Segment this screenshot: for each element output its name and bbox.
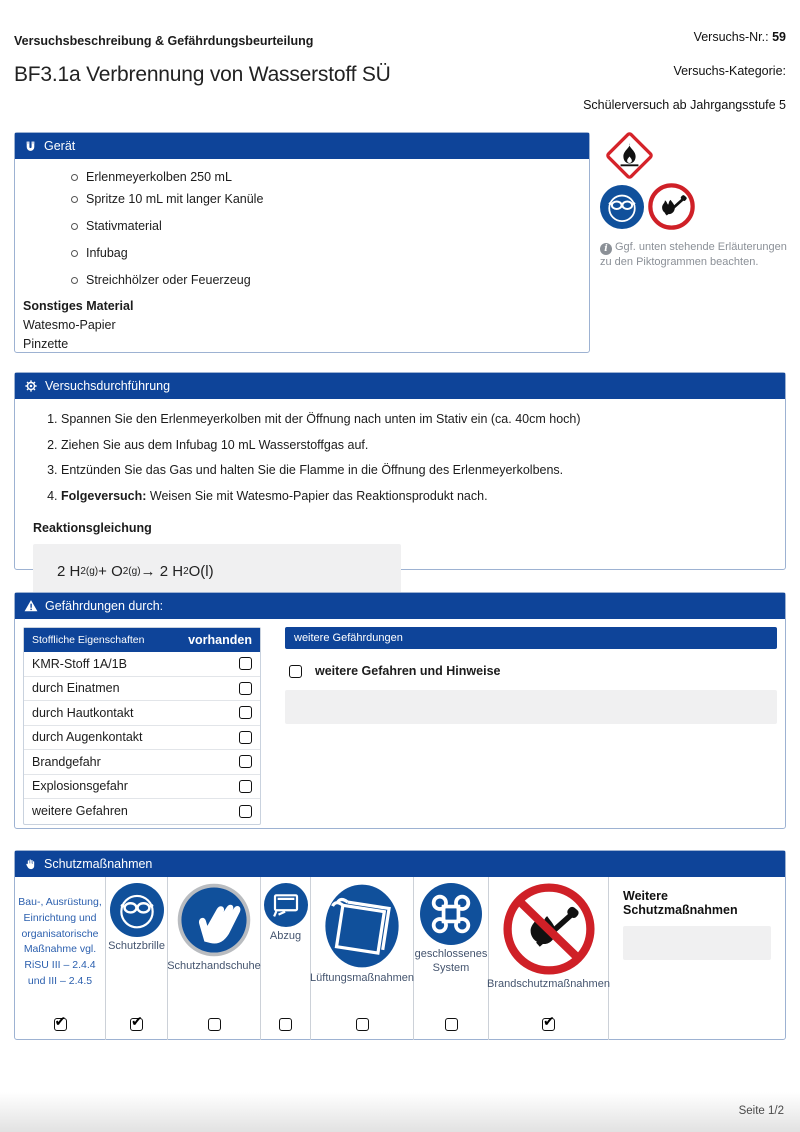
- gefaehrdungen-header: [15, 593, 785, 619]
- info-icon: i: [600, 243, 612, 255]
- durchfuehrung-title: Versuchsdurchführung: [45, 379, 171, 393]
- procedure-step: 4. Folgeversuch: Weisen Sie mit Watesmo-Papier das Reaktionsprodukt nach.: [61, 488, 775, 506]
- page-bottom-edge: [0, 1092, 800, 1132]
- mandatory-eye-protection-icon: [600, 185, 644, 229]
- reaction-equation: 2 H 2(g) + O 2(g) → 2 H 2 O(l): [33, 544, 401, 598]
- checkbox-einatmen[interactable]: [239, 682, 252, 695]
- geschlossenes-system-label: geschlossenes System: [414, 948, 488, 974]
- checkbox-geschlossenes-system[interactable]: [445, 1018, 458, 1031]
- procedure-step: 1. Spannen Sie den Erlenmeyerkolben mit der Öffnung nach unten im Stativ ein (ca. 40cm hoch): [61, 411, 775, 429]
- pictogram-note: i Ggf. unten stehende Erläuterungen zu den Piktogrammen beachten.: [600, 241, 787, 268]
- table-row: KMR-Stoff 1A/1B: [24, 652, 260, 677]
- col-vorhanden: vorhanden: [188, 633, 252, 647]
- weitere-schutzmassnahmen-label: Weitere Schutzmaßnahmen: [623, 889, 738, 917]
- checkbox-risu[interactable]: [54, 1018, 67, 1031]
- checkbox-weitere-gefahren-hinweise[interactable]: [289, 665, 302, 678]
- checkbox-abzug[interactable]: [279, 1018, 292, 1031]
- checkbox-lueftung[interactable]: [356, 1018, 369, 1031]
- warning-triangle-icon: [24, 599, 38, 613]
- abzug-label: Abzug: [269, 930, 302, 942]
- document-type-heading: Versuchsbeschreibung & Gefährdungsbeurteilung: [14, 34, 314, 48]
- checkbox-explosionsgefahr[interactable]: [239, 780, 252, 793]
- weitere-gefaehrdungen-panel: [285, 627, 777, 825]
- hand-icon: [24, 858, 37, 871]
- checkbox-weitere-gefahren[interactable]: [239, 805, 252, 818]
- equipment-item: Stativmaterial: [71, 219, 581, 233]
- massnahme-lueftung: [311, 877, 414, 1040]
- schutzbrille-label: Schutzbrille: [108, 940, 165, 952]
- ghs02-flame-icon: [606, 132, 653, 179]
- weitere-gefaehrdungen-header: weitere Gefährdungen: [285, 627, 777, 649]
- equipment-item: Infubag: [71, 246, 581, 260]
- schutzmassnahmen-section: [14, 850, 786, 1040]
- magnet-icon: [24, 140, 37, 153]
- checkbox-brandschutz[interactable]: [542, 1018, 555, 1031]
- risu-label: Bau-, Ausrüstung, Einrichtung und organisatorische Maßnahme vgl. RiSU III – 2.4.4 und III – 2.4.5: [18, 896, 102, 987]
- versuchs-nr: [694, 30, 786, 44]
- massnahme-abzug: [261, 877, 311, 1040]
- versuchs-kategorie-label: Versuchs-Kategorie:: [673, 64, 786, 78]
- gefaehrdungen-title: Gefährdungen durch:: [45, 599, 164, 613]
- weitere-schutzmassnahmen-input[interactable]: [623, 926, 771, 960]
- table-header-row: [24, 628, 260, 652]
- table-row: durch Hautkontakt: [24, 701, 260, 726]
- page-number: Seite 1/2: [738, 1105, 784, 1117]
- schutzmassnahmen-header: [15, 851, 785, 877]
- checkbox-augenkontakt[interactable]: [239, 731, 252, 744]
- mandatory-protective-gloves-icon: [177, 883, 251, 957]
- hazard-pictograms: [600, 132, 792, 270]
- sonstiges-material-label: Sonstiges Material: [23, 299, 134, 313]
- gears-icon: [24, 379, 38, 393]
- gefaehrdungen-section: [14, 592, 786, 829]
- massnahme-schutzhandschuhe: [168, 877, 261, 1040]
- procedure-step: 3. Entzünden Sie das Gas und halten Sie die Flamme in die Öffnung des Erlenmeyerkolbens.: [61, 462, 775, 480]
- massnahme-geschlossenes-system: [414, 877, 489, 1040]
- table-row: weitere Gefahren: [24, 799, 260, 824]
- brandschutzmassnahmen-label: Brandschutzmaßnahmen: [487, 978, 610, 990]
- geraet-header: [15, 133, 589, 159]
- ventilation-icon: [322, 883, 402, 969]
- checkbox-hautkontakt[interactable]: [239, 706, 252, 719]
- versuchs-kategorie-value: Schülerversuch ab Jahrgangsstufe 5: [583, 98, 786, 112]
- versuchs-nr-value: 59: [772, 30, 786, 44]
- col-stoffliche-eigenschaften: Stoffliche Eigenschaften: [32, 634, 145, 646]
- weitere-gefahren-row: [289, 664, 777, 678]
- versuchs-nr-label: Versuchs-Nr.:: [693, 30, 769, 44]
- table-row: Explosionsgefahr: [24, 775, 260, 800]
- checkbox-schutzbrille[interactable]: [130, 1018, 143, 1031]
- checkbox-brandgefahr[interactable]: [239, 755, 252, 768]
- procedure-steps: [25, 411, 775, 505]
- table-row: Brandgefahr: [24, 750, 260, 775]
- massnahme-risu: [15, 877, 106, 1040]
- schutzhandschuhe-label: Schutzhandschuhe: [167, 960, 261, 972]
- fume-hood-icon: [264, 883, 308, 927]
- massnahme-schutzbrille: [106, 877, 168, 1040]
- weitere-gefahren-input[interactable]: [285, 690, 777, 724]
- weitere-gefahren-label: weitere Gefahren und Hinweise: [315, 664, 501, 678]
- procedure-step: 2. Ziehen Sie aus dem Infubag 10 mL Wasserstoffgas auf.: [61, 437, 775, 455]
- mandatory-eye-protection-icon: [110, 883, 164, 937]
- durchfuehrung-section: [14, 372, 786, 580]
- equipment-list: [23, 170, 581, 287]
- no-open-flame-icon: [648, 183, 695, 230]
- checkbox-kmr-stoff[interactable]: [239, 657, 252, 670]
- page-title: BF3.1a Verbrennung von Wasserstoff SÜ: [14, 63, 391, 86]
- schutzmassnahmen-title: Schutzmaßnahmen: [44, 857, 153, 871]
- weitere-schutzmassnahmen-cell: [609, 877, 785, 1040]
- table-row: durch Augenkontakt: [24, 726, 260, 751]
- equipment-item: Streichhölzer oder Feuerzeug: [71, 273, 581, 287]
- lueftungsmassnahmen-label: Lüftungsmaßnahmen: [310, 972, 414, 984]
- equipment-item: Erlenmeyerkolben 250 mL: [71, 170, 581, 184]
- schutzmassnahmen-grid: [15, 877, 785, 1040]
- reaktionsgleichung-label: Reaktionsgleichung: [33, 521, 152, 535]
- geraet-title: Gerät: [44, 139, 76, 153]
- table-row: durch Einatmen: [24, 677, 260, 702]
- stoffliche-eigenschaften-table: [23, 627, 261, 825]
- sonstiges-material-item: Pinzette: [23, 336, 69, 351]
- geraet-section: [14, 132, 590, 353]
- equipment-item: Spritze 10 mL mit langer Kanüle: [71, 192, 581, 206]
- massnahme-brandschutz: [489, 877, 609, 1040]
- closed-system-icon: [420, 883, 482, 945]
- durchfuehrung-header: [15, 373, 785, 399]
- checkbox-schutzhandschuhe[interactable]: [208, 1018, 221, 1031]
- no-open-flame-icon: [503, 883, 595, 975]
- sonstiges-material-item: Watesmo-Papier: [23, 318, 116, 332]
